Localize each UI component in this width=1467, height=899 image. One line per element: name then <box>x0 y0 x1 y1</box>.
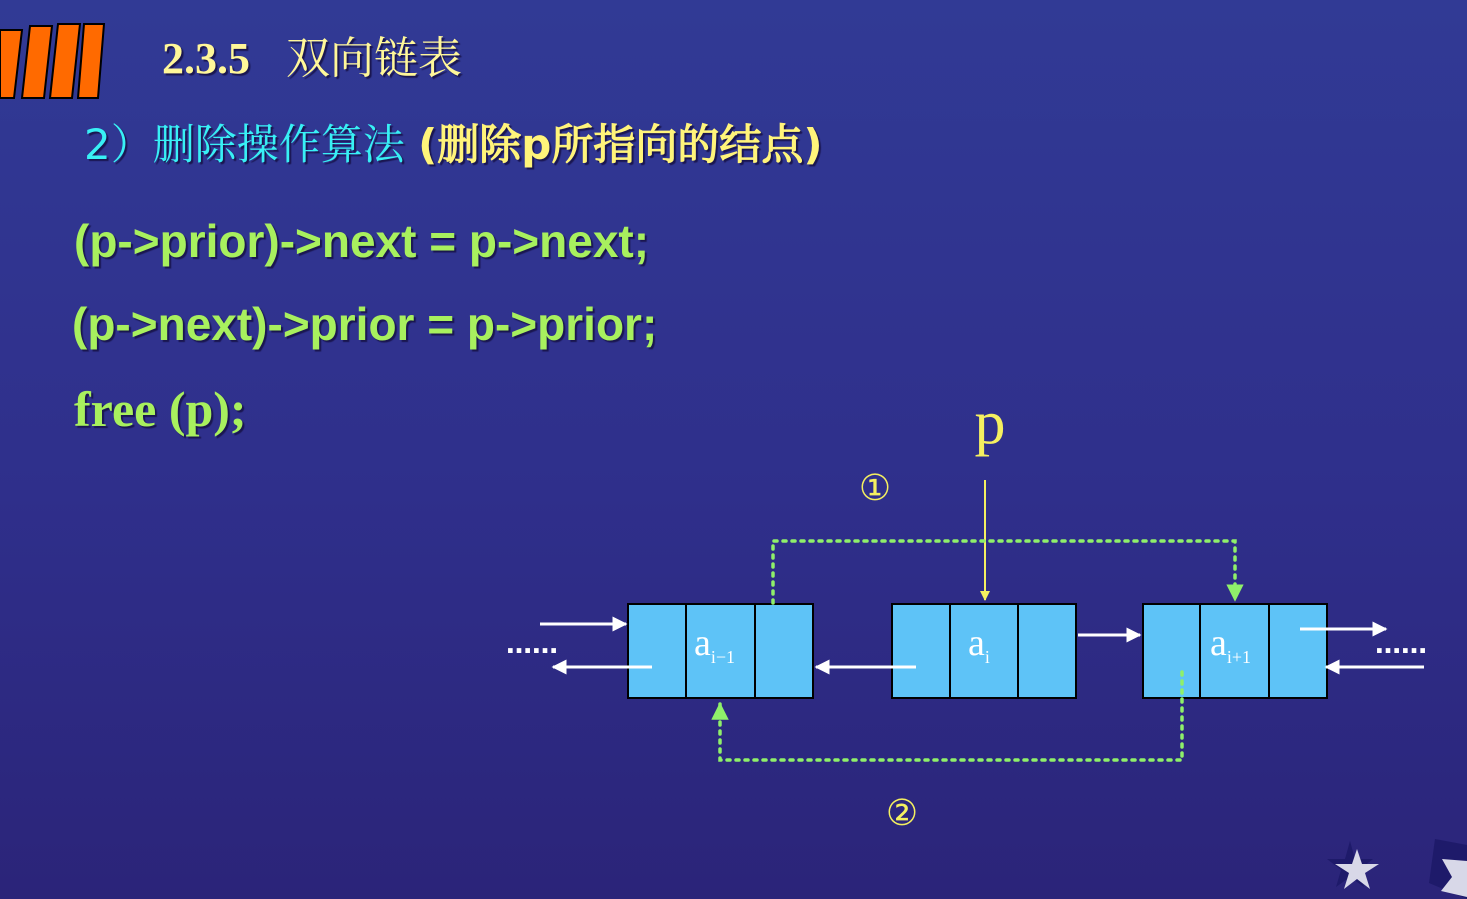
node-base: a <box>1210 622 1227 664</box>
right-ellipsis: …… <box>1375 630 1427 660</box>
node-base: a <box>968 622 985 664</box>
code-line-1: (p->prior)->next = p->next; <box>74 215 650 267</box>
node-base: a <box>694 622 711 664</box>
node-a-i <box>892 604 1076 698</box>
step1-marker: ① <box>858 468 892 509</box>
code-line-3: free (p); <box>74 381 247 437</box>
section-title: 双向链表 <box>286 33 462 84</box>
node-a-i-minus-1 <box>628 604 813 698</box>
code-line-2: (p->next)->prior = p->prior; <box>72 298 658 350</box>
left-ellipsis: …… <box>506 630 558 660</box>
node-subscript: i+1 <box>1226 647 1252 667</box>
section-number: 2.3.5 <box>162 34 250 83</box>
step2-marker: ② <box>885 793 919 834</box>
step-description: (删除p所指向的结点) <box>418 120 823 169</box>
step-label: 2）删除操作算法 <box>84 120 405 169</box>
node-a-i-plus-1 <box>1143 604 1327 698</box>
node-subscript: i <box>984 647 990 667</box>
node-subscript: i−1 <box>710 647 736 667</box>
decorative-stars-icon <box>1317 839 1467 899</box>
pointer-p-label: p <box>974 389 1006 457</box>
step1-dotted-link <box>773 541 1235 603</box>
